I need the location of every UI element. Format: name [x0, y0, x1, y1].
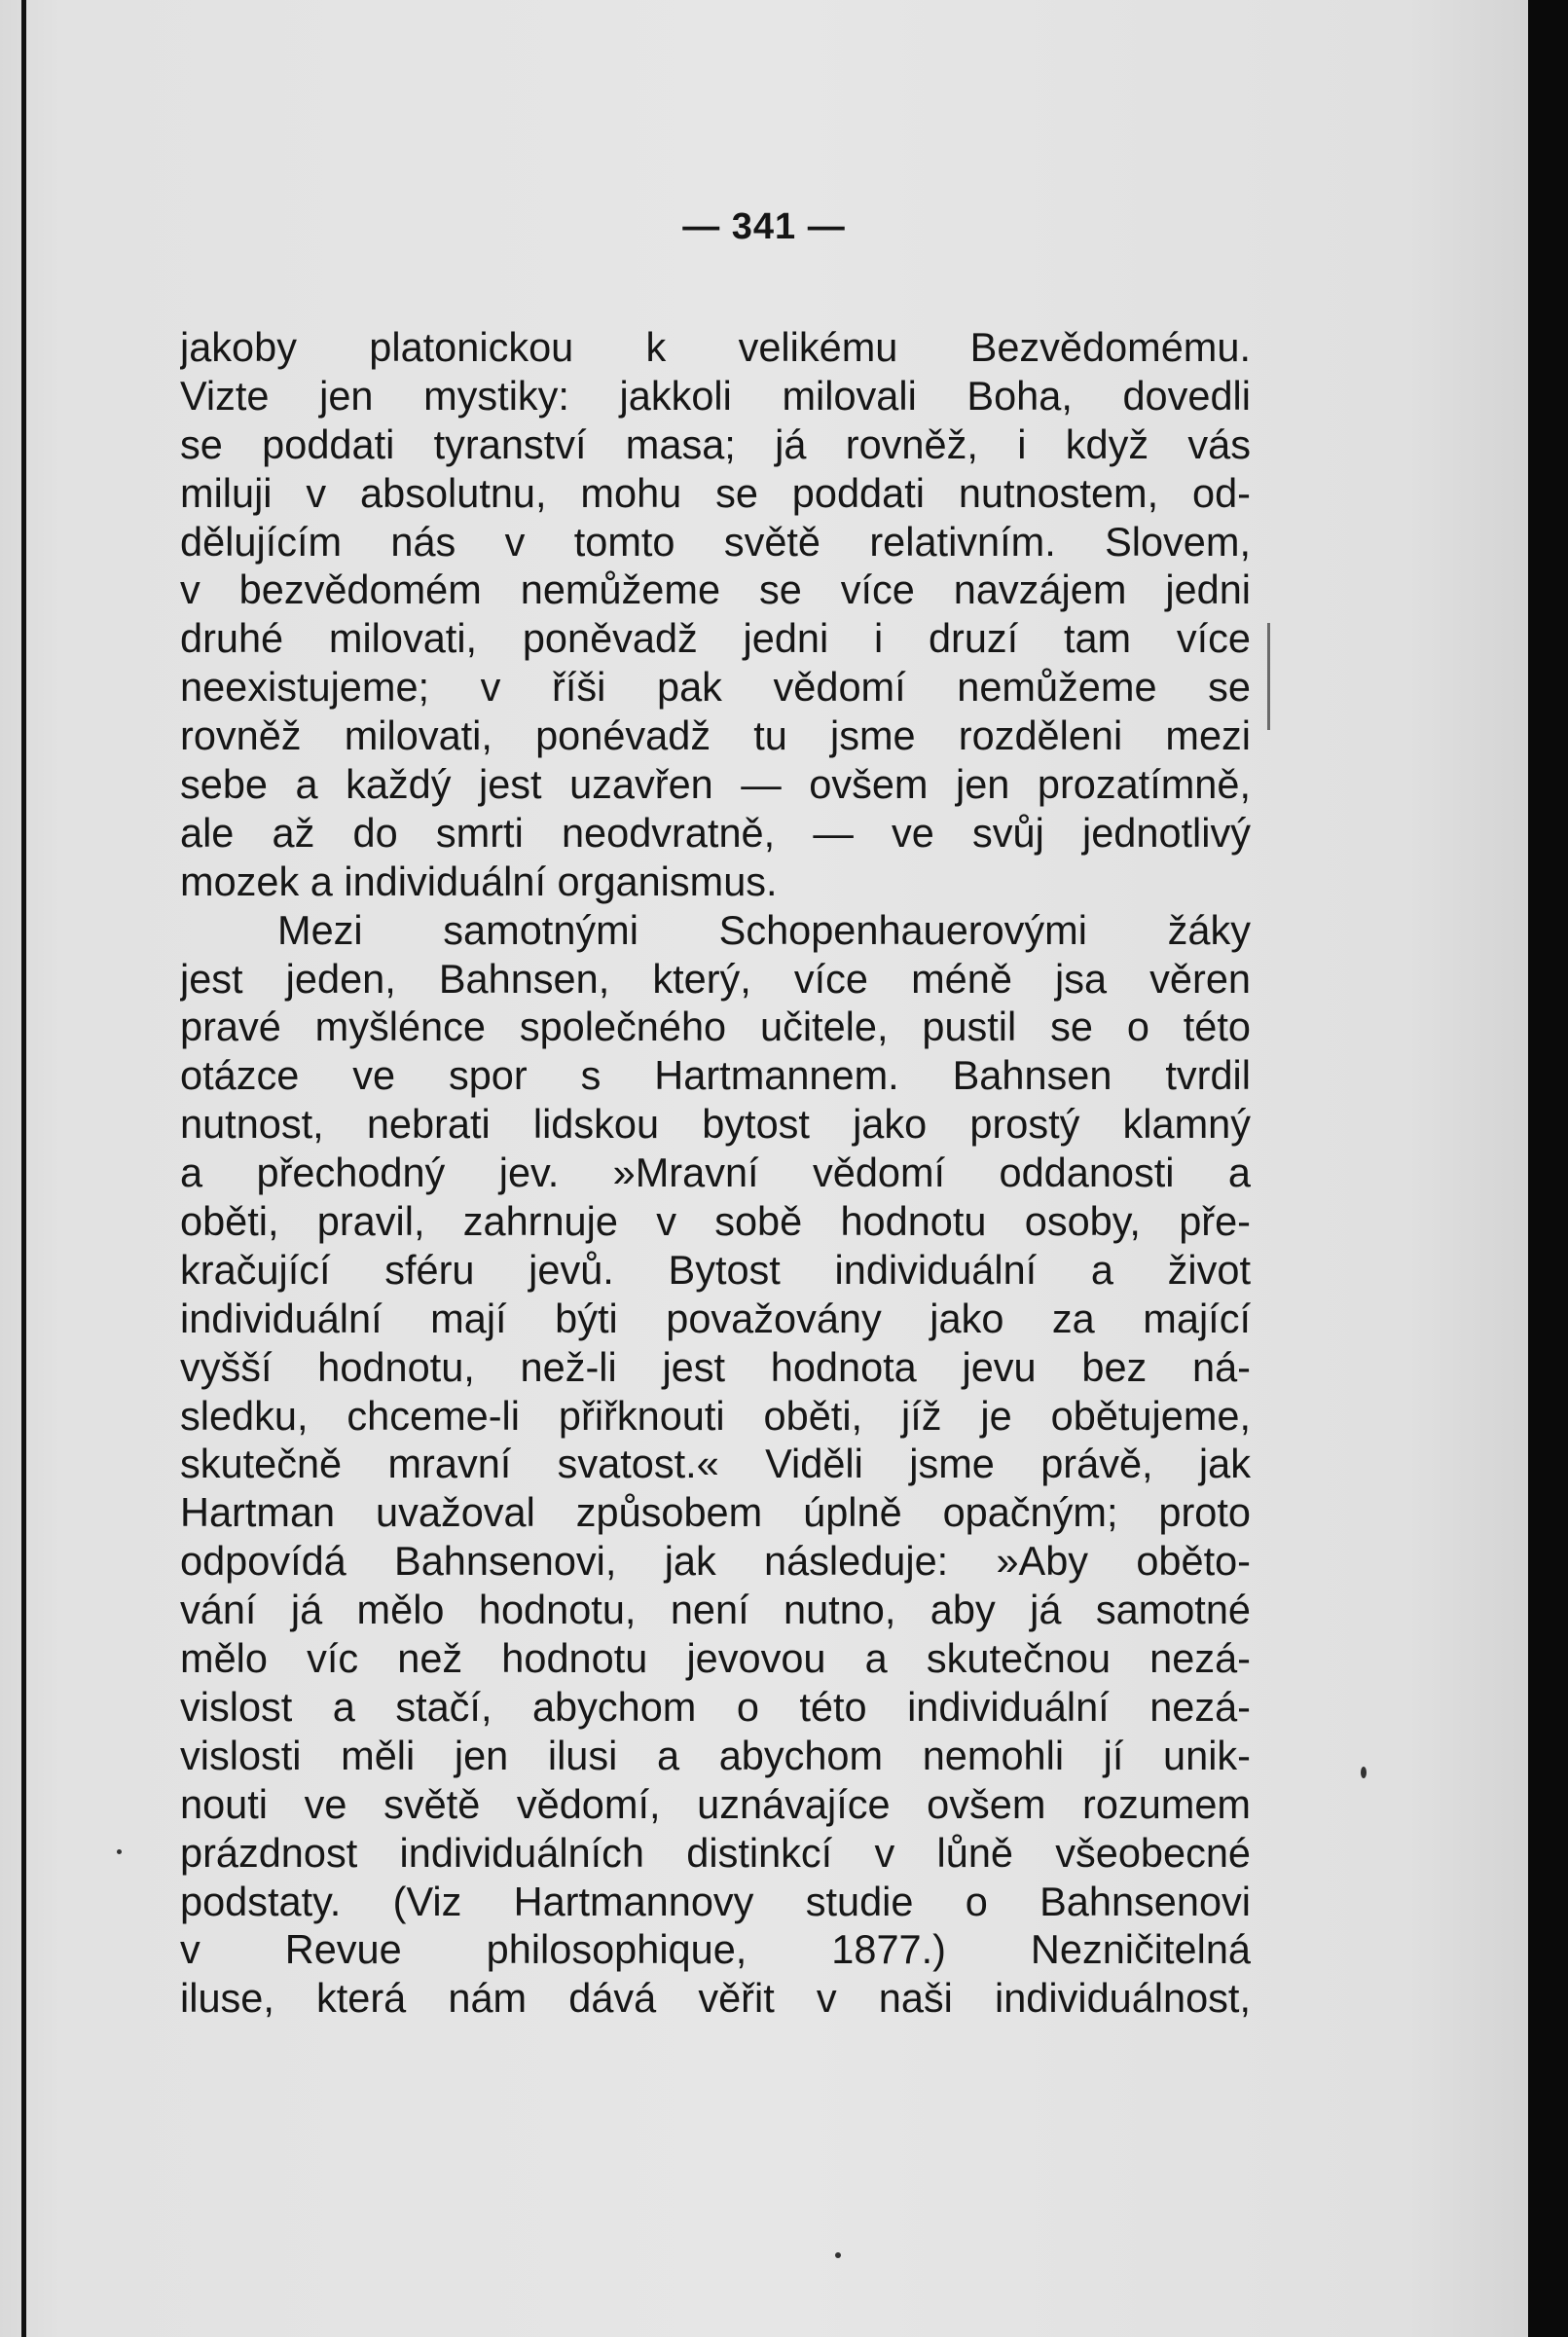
- text-line: iluse, která nám dává věřit v naši individuálnost,: [180, 1975, 1251, 2022]
- text-line: vyšší hodnotu, než-li jest hodnota jevu bez ná-: [180, 1343, 1251, 1390]
- text-line: mozek a individuální organismus.: [180, 858, 778, 904]
- text-line: nutnost, nebrati lidskou bytost jako prostý klamný: [180, 1101, 1251, 1148]
- scan-speck: [835, 2252, 841, 2258]
- text-line: ale až do smrti neodvratně, — ve svůj jednotlivý: [180, 809, 1251, 856]
- text-line: individuální mají býti považovány jako za mající: [180, 1295, 1251, 1341]
- text-line: v Revue philosophique, 1877.) Nezničitelná: [180, 1926, 1251, 1973]
- text-line: oběti, pravil, zahrnuje v sobě hodnotu osoby, pře-: [180, 1198, 1251, 1245]
- text-line: nouti ve světě vědomí, uznávajíce ovšem rozumem: [180, 1780, 1251, 1827]
- page-number: — 341 —: [682, 206, 846, 247]
- text-line: prázdnost individuálních distinkcí v lůně všeobecné: [180, 1829, 1251, 1876]
- text-line: jakoby platonickou k velikému Bezvědomému.: [180, 324, 1251, 370]
- scan-speck: [1361, 1767, 1367, 1778]
- scan-border: [1528, 0, 1568, 2337]
- text-line: odpovídá Bahnsenovi, jak následuje: »Aby oběto-: [180, 1538, 1251, 1585]
- body-text: [180, 323, 1251, 2023]
- text-line: miluji v absolutnu, mohu se poddati nutnostem, od-: [180, 469, 1251, 516]
- text-line: Hartman uvažoval způsobem úplně opačným; proto: [180, 1489, 1251, 1536]
- text-line: v bezvědomém nemůžeme se více navzájem jedni: [180, 566, 1251, 613]
- binding-edge: [21, 0, 26, 2337]
- text-line: a přechodný jev. »Mravní vědomí oddanosti a: [180, 1150, 1251, 1196]
- text-line: sledku, chceme-li přiřknouti oběti, jíž je obětujeme,: [180, 1392, 1251, 1439]
- text-line: neexistujeme; v říši pak vědomí nemůžeme se: [180, 664, 1251, 711]
- text-line: vislost a stačí, abychom o této individuální nezá-: [180, 1683, 1251, 1730]
- text-line: Vizte jen mystiky: jakkoli milovali Boha, dovedli: [180, 372, 1251, 419]
- text-line: sebe a každý jest uzavřen — ovšem jen prozatímně,: [180, 761, 1251, 808]
- text-line: otázce ve spor s Hartmannem. Bahnsen tvrdil: [180, 1052, 1251, 1099]
- text-line: se poddati tyranství masa; já rovněž, i když vás: [180, 420, 1251, 467]
- text-line: podstaty. (Viz Hartmannovy studie o Bahnsenovi: [180, 1878, 1251, 1924]
- scan-speck: [117, 1849, 122, 1854]
- text-line: rovněž milovati, ponévadž tu jsme rozděleni mezi: [180, 712, 1251, 759]
- text-line: pravé myšlénce společného učitele, pustil se o této: [180, 1004, 1251, 1050]
- text-line: kračující sféru jevů. Bytost individuální a život: [180, 1246, 1251, 1293]
- text-line: vislosti měli jen ilusi a abychom nemohli jí unik-: [180, 1732, 1251, 1778]
- text-line: jest jeden, Bahnsen, který, více méně jsa věren: [180, 955, 1251, 1002]
- text-line: druhé milovati, poněvadž jedni i druzí tam více: [180, 615, 1251, 662]
- text-line: mělo víc než hodnotu jevovou a skutečnou nezá-: [180, 1635, 1251, 1682]
- text-line: dělujícím nás v tomto světě relativním. Slovem,: [180, 518, 1251, 565]
- text-line: skutečně mravní svatost.« Viděli jsme právě, jak: [180, 1441, 1251, 1487]
- margin-mark: [1267, 623, 1270, 730]
- text-line: vání já mělo hodnotu, není nutno, aby já samotné: [180, 1587, 1251, 1633]
- text-line: Mezi samotnými Schopenhauerovými žáky: [277, 906, 1251, 953]
